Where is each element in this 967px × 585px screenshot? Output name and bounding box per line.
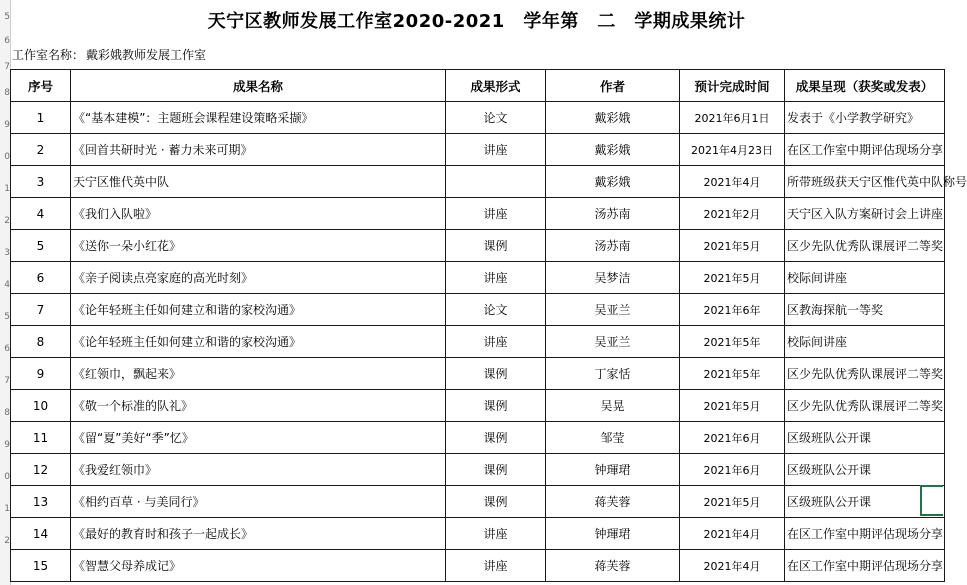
cell-author[interactable]: 邹莹 bbox=[546, 422, 680, 454]
row-number[interactable]: 3 bbox=[4, 248, 10, 258]
cell-name[interactable]: 《论年轻班主任如何建立和谐的家校沟通》 bbox=[71, 326, 446, 358]
cell-name[interactable]: 《智慧父母养成记》 bbox=[71, 550, 446, 582]
row-number[interactable]: 0 bbox=[4, 472, 10, 482]
table-row bbox=[11, 550, 945, 582]
row-number[interactable]: 5 bbox=[4, 312, 10, 322]
table-row bbox=[11, 422, 945, 454]
cell-form[interactable]: 课例 bbox=[446, 454, 546, 486]
cell-form[interactable]: 论文 bbox=[446, 102, 546, 134]
cell-result[interactable]: 区级班队公开课 bbox=[785, 422, 945, 454]
row-number[interactable]: 8 bbox=[4, 88, 10, 98]
table-row bbox=[11, 326, 945, 358]
table-row bbox=[11, 294, 945, 326]
cell-date[interactable]: 2021年6月 bbox=[680, 422, 785, 454]
cell-result[interactable]: 在区工作室中期评估现场分享 bbox=[785, 518, 945, 550]
cell-no[interactable]: 8 bbox=[11, 326, 71, 358]
cell-form[interactable]: 讲座 bbox=[446, 262, 546, 294]
cell-name[interactable]: 《论年轻班主任如何建立和谐的家校沟通》 bbox=[71, 294, 446, 326]
cell-author[interactable]: 丁家恬 bbox=[546, 358, 680, 390]
cell-date[interactable]: 2021年4月23日 bbox=[680, 134, 785, 166]
header-name[interactable]: 成果名称 bbox=[71, 70, 446, 102]
cell-author[interactable]: 戴彩娥 bbox=[546, 134, 680, 166]
results-table bbox=[10, 69, 967, 582]
cell-date[interactable]: 2021年5年 bbox=[680, 358, 785, 390]
cell-form[interactable] bbox=[446, 166, 546, 198]
studio-name-row bbox=[12, 44, 208, 66]
cell-author[interactable]: 钟琿珺 bbox=[546, 518, 680, 550]
cell-form[interactable]: 课例 bbox=[446, 358, 546, 390]
cell-author[interactable]: 汤苏南 bbox=[546, 230, 680, 262]
cell-no[interactable]: 14 bbox=[11, 518, 71, 550]
row-number[interactable]: 2 bbox=[4, 216, 10, 226]
cell-no[interactable]: 5 bbox=[11, 230, 71, 262]
cell-author[interactable]: 钟琿珺 bbox=[546, 454, 680, 486]
header-form[interactable]: 成果形式 bbox=[446, 70, 546, 102]
table-row bbox=[11, 390, 945, 422]
cell-author[interactable]: 吴亚兰 bbox=[546, 326, 680, 358]
studio-label: 工作室名称： bbox=[12, 48, 85, 62]
row-number[interactable]: 2 bbox=[4, 536, 10, 546]
cell-name[interactable]: 《我爱红领巾》 bbox=[71, 454, 446, 486]
spreadsheet-sheet bbox=[10, 0, 967, 585]
cell-no[interactable]: 6 bbox=[11, 262, 71, 294]
header-date[interactable]: 预计完成时间 bbox=[680, 70, 785, 102]
cell-no[interactable]: 3 bbox=[11, 166, 71, 198]
cell-form[interactable]: 论文 bbox=[446, 294, 546, 326]
studio-name: 戴彩娥教师发展工作室 bbox=[86, 48, 207, 62]
cell-name[interactable]: 《最好的教育时和孩子一起成长》 bbox=[71, 518, 446, 550]
cell-date[interactable]: 2021年5年 bbox=[680, 326, 785, 358]
cell-result[interactable]: 校际间讲座 bbox=[785, 326, 945, 358]
row-number[interactable]: 1 bbox=[4, 184, 10, 194]
cell-result[interactable]: 天宁区入队方案研讨会上讲座 bbox=[785, 198, 945, 230]
cell-name[interactable]: 《回首共研时光 · 蓄力未来可期》 bbox=[71, 134, 446, 166]
row-number[interactable]: 8 bbox=[4, 408, 10, 418]
cell-author[interactable]: 吴亚兰 bbox=[546, 294, 680, 326]
table-row bbox=[11, 454, 945, 486]
row-number[interactable]: 4 bbox=[4, 280, 10, 290]
cell-author[interactable]: 吴晃 bbox=[546, 390, 680, 422]
cell-form[interactable]: 讲座 bbox=[446, 134, 546, 166]
cell-name[interactable]: 《敬一个标准的队礼》 bbox=[71, 390, 446, 422]
table-row bbox=[11, 518, 945, 550]
cell-form[interactable]: 讲座 bbox=[446, 326, 546, 358]
cell-result[interactable]: 区教海探航一等奖 bbox=[785, 294, 945, 326]
cell-no[interactable]: 15 bbox=[11, 550, 71, 582]
cell-form[interactable]: 课例 bbox=[446, 230, 546, 262]
table-row bbox=[11, 230, 945, 262]
row-number[interactable]: 0 bbox=[4, 152, 10, 162]
cell-result[interactable]: 在区工作室中期评估现场分享 bbox=[785, 134, 945, 166]
header-no[interactable]: 序号 bbox=[11, 70, 71, 102]
row-number[interactable]: 7 bbox=[4, 376, 10, 386]
cell-date[interactable]: 2021年2月 bbox=[680, 198, 785, 230]
cell-date[interactable]: 2021年4月 bbox=[680, 518, 785, 550]
row-number[interactable]: 1 bbox=[4, 504, 10, 514]
header-author[interactable]: 作者 bbox=[546, 70, 680, 102]
cell-name[interactable]: 天宁区惟代英中队 bbox=[71, 166, 446, 198]
table-row bbox=[11, 486, 945, 518]
cell-result[interactable]: 区少先队优秀队课展评二等奖 bbox=[785, 390, 945, 422]
cell-no[interactable]: 9 bbox=[11, 358, 71, 390]
cell-no[interactable]: 13 bbox=[11, 486, 71, 518]
cell-form[interactable]: 课例 bbox=[446, 486, 546, 518]
cell-form[interactable]: 讲座 bbox=[446, 518, 546, 550]
cell-date[interactable]: 2021年5月 bbox=[680, 230, 785, 262]
cell-result[interactable]: 区级班队公开课 bbox=[785, 486, 945, 518]
sheet-title: 天宁区教师发展工作室2020-2021 学年第 二 学期成果统计 bbox=[207, 11, 746, 32]
cell-author[interactable]: 蒋芙蓉 bbox=[546, 486, 680, 518]
cell-result[interactable]: 区级班队公开课 bbox=[785, 454, 945, 486]
cell-author[interactable]: 戴彩娥 bbox=[546, 102, 680, 134]
cell-name[interactable]: 《送你一朵小红花》 bbox=[71, 230, 446, 262]
cell-form[interactable]: 课例 bbox=[446, 422, 546, 454]
header-result[interactable]: 成果呈现（获奖或发表） bbox=[785, 70, 945, 102]
cell-no[interactable]: 2 bbox=[11, 134, 71, 166]
cell-name[interactable]: 《亲子阅读点亮家庭的高光时刻》 bbox=[71, 262, 446, 294]
cell-no[interactable]: 11 bbox=[11, 422, 71, 454]
active-cell-selection[interactable] bbox=[920, 485, 943, 516]
cell-author[interactable]: 蒋芙蓉 bbox=[546, 550, 680, 582]
row-number[interactable]: 5 bbox=[4, 12, 10, 22]
table-row bbox=[11, 166, 945, 198]
table-row bbox=[11, 262, 945, 294]
cell-author[interactable]: 吴梦洁 bbox=[546, 262, 680, 294]
cell-form[interactable]: 课例 bbox=[446, 390, 546, 422]
header-row bbox=[11, 70, 945, 102]
cell-no[interactable]: 4 bbox=[11, 198, 71, 230]
cell-no[interactable]: 12 bbox=[11, 454, 71, 486]
cell-date[interactable]: 2021年4月 bbox=[680, 166, 785, 198]
cell-result[interactable]: 所带班级获天宁区惟代英中队称号 bbox=[785, 166, 945, 198]
cell-date[interactable]: 2021年6月1日 bbox=[680, 102, 785, 134]
table-row bbox=[11, 198, 945, 230]
cell-name[interactable]: 《留“夏”美好“季”忆》 bbox=[71, 422, 446, 454]
row-number[interactable]: 6 bbox=[4, 36, 10, 46]
cell-date[interactable]: 2021年5月 bbox=[680, 262, 785, 294]
cell-result[interactable]: 校际间讲座 bbox=[785, 262, 945, 294]
cell-author[interactable]: 汤苏南 bbox=[546, 198, 680, 230]
cell-date[interactable]: 2021年4月 bbox=[680, 550, 785, 582]
cell-date[interactable]: 2021年6年 bbox=[680, 294, 785, 326]
cell-result[interactable]: 区少先队优秀队课展评二等奖 bbox=[785, 230, 945, 262]
row-number[interactable]: 9 bbox=[4, 440, 10, 450]
cell-name[interactable]: 《相约百草 · 与美同行》 bbox=[71, 486, 446, 518]
row-number[interactable]: 7 bbox=[4, 62, 10, 72]
table-row bbox=[11, 134, 945, 166]
table-row bbox=[11, 358, 945, 390]
cell-result[interactable]: 区少先队优秀队课展评二等奖 bbox=[785, 358, 945, 390]
cell-result[interactable]: 发表于《小学教学研究》 bbox=[785, 102, 945, 134]
cell-author[interactable]: 戴彩娥 bbox=[546, 166, 680, 198]
cell-form[interactable]: 讲座 bbox=[446, 198, 546, 230]
cell-result[interactable]: 在区工作室中期评估现场分享 bbox=[785, 550, 945, 582]
cell-name[interactable]: 《“基本建模”：主题班会课程建设策略采撷》 bbox=[71, 102, 446, 134]
table-row bbox=[11, 102, 945, 134]
cell-form[interactable]: 讲座 bbox=[446, 550, 546, 582]
cell-date[interactable]: 2021年6月 bbox=[680, 454, 785, 486]
row-number[interactable]: 6 bbox=[4, 344, 10, 354]
cell-no[interactable]: 1 bbox=[11, 102, 71, 134]
cell-date[interactable]: 2021年5月 bbox=[680, 390, 785, 422]
cell-name[interactable]: 《我们入队啦》 bbox=[71, 198, 446, 230]
row-number[interactable]: 9 bbox=[4, 120, 10, 130]
cell-no[interactable]: 7 bbox=[11, 294, 71, 326]
cell-name[interactable]: 《红领巾，飘起来》 bbox=[71, 358, 446, 390]
cell-date[interactable]: 2021年5月 bbox=[680, 486, 785, 518]
cell-no[interactable]: 10 bbox=[11, 390, 71, 422]
